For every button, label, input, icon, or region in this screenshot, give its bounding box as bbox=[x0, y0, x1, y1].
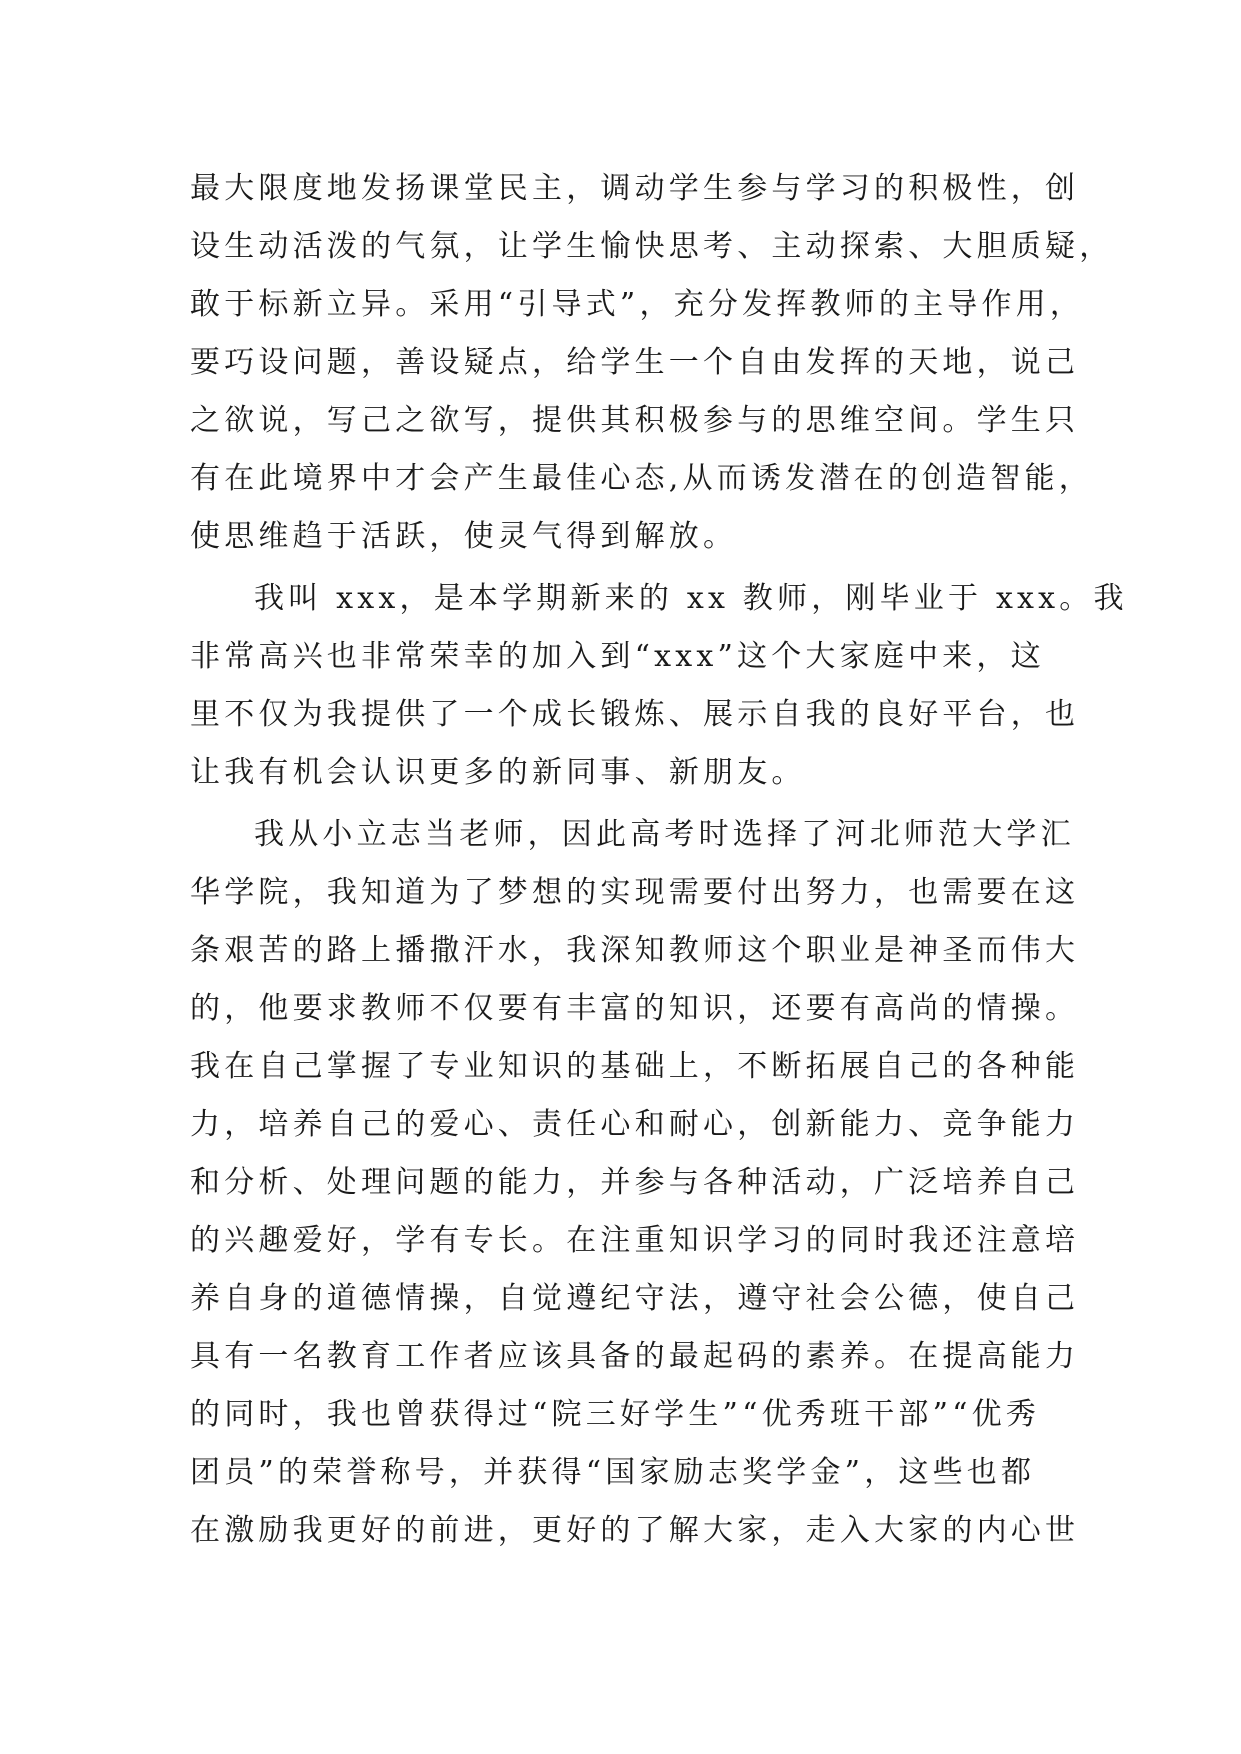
text-line: 使思维趋于活跃，使灵气得到解放。 bbox=[190, 519, 738, 554]
text-line: 华学院，我知道为了梦想的实现需要付出努力，也需要在这 bbox=[190, 875, 1080, 910]
text-line: 具有一名教育工作者应该具备的最起码的素养。在提高能力 bbox=[190, 1339, 1080, 1374]
text-line: 条艰苦的路上播撒汗水，我深知教师这个职业是神圣而伟大 bbox=[190, 933, 1080, 968]
document-body bbox=[190, 160, 1128, 1560]
text-line: 团员”的荣誉称号，并获得“国家励志奖学金”，这些也都 bbox=[190, 1455, 1036, 1490]
paragraph-1 bbox=[190, 160, 1114, 566]
text-line: 的同时，我也曾获得过“院三好学生”“优秀班干部”“优秀 bbox=[190, 1397, 1041, 1432]
text-line: 在激励我更好的前进，更好的了解大家，走入大家的内心世 bbox=[190, 1513, 1080, 1548]
text-line: 非常高兴也非常荣幸的加入到“xxx”这个大家庭中来，这 bbox=[190, 639, 1045, 674]
text-line: 敢于标新立异。采用“引导式”，充分发挥教师的主导作用， bbox=[190, 287, 1085, 322]
text-line: 要巧设问题，善设疑点，给学生一个自由发挥的天地，说己 bbox=[190, 345, 1080, 380]
text-line: 我叫 xxx，是本学期新来的 xx 教师，刚毕业于 xxx。我 bbox=[254, 581, 1128, 616]
text-line: 有在此境界中才会产生最佳心态,从而诱发潜在的创造智能， bbox=[190, 461, 1093, 496]
text-line: 的，他要求教师不仅要有丰富的知识，还要有高尚的情操。 bbox=[190, 991, 1080, 1026]
text-line: 我从小立志当老师，因此高考时选择了河北师范大学汇 bbox=[254, 817, 1075, 852]
text-line: 的兴趣爱好，学有专长。在注重知识学习的同时我还注意培 bbox=[190, 1223, 1080, 1258]
paragraph-2 bbox=[190, 570, 1128, 802]
text-line: 力，培养自己的爱心、责任心和耐心，创新能力、竞争能力 bbox=[190, 1107, 1080, 1142]
text-line: 之欲说，写己之欲写，提供其积极参与的思维空间。学生只 bbox=[190, 403, 1080, 438]
text-line: 我在自己掌握了专业知识的基础上，不断拓展自己的各种能 bbox=[190, 1049, 1080, 1084]
text-line: 让我有机会认识更多的新同事、新朋友。 bbox=[190, 755, 806, 790]
text-line: 最大限度地发扬课堂民主，调动学生参与学习的积极性，创 bbox=[190, 171, 1080, 206]
text-line: 和分析、处理问题的能力，并参与各种活动，广泛培养自己 bbox=[190, 1165, 1080, 1200]
paragraph-3 bbox=[190, 806, 1080, 1560]
text-line: 设生动活泼的气氛，让学生愉快思考、主动探索、大胆质疑， bbox=[190, 229, 1114, 264]
text-line: 养自身的道德情操，自觉遵纪守法，遵守社会公德，使自己 bbox=[190, 1281, 1080, 1316]
text-line: 里不仅为我提供了一个成长锻炼、展示自我的良好平台，也 bbox=[190, 697, 1080, 732]
